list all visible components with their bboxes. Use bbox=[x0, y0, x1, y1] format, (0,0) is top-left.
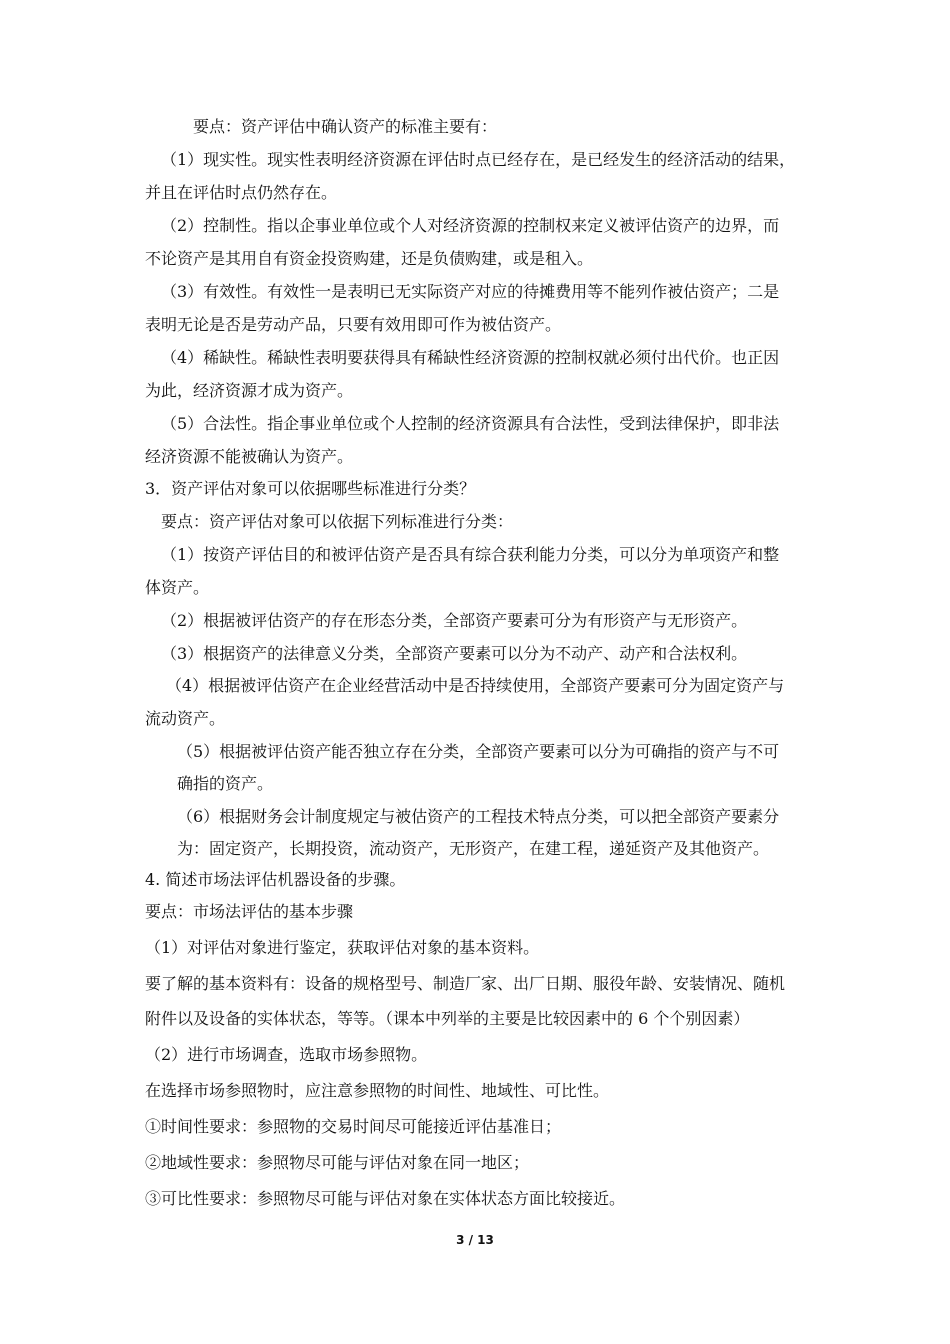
text-line: （2）进行市场调查，选取市场参照物。 bbox=[145, 1045, 428, 1064]
text-line: 经济资源不能被确认为资产。 bbox=[145, 447, 354, 466]
text-line: 体资产。 bbox=[145, 578, 210, 597]
text-line: 流动资产。 bbox=[145, 709, 226, 728]
text-line: ②地域性要求：参照物尽可能与评估对象在同一地区； bbox=[145, 1153, 530, 1172]
text-line: （6）根据财务会计制度规定与被估资产的工程技术特点分类，可以把全部资产要素分 bbox=[177, 807, 780, 826]
question-heading: 4. 简述市场法评估机器设备的步骤。 bbox=[145, 870, 406, 889]
text-line: 要了解的基本资料有：设备的规格型号、制造厂家、出厂日期、服役年龄、安装情况、随机 bbox=[145, 974, 786, 993]
text-line: （1）现实性。现实性表明经济资源在评估时点已经存在，是已经发生的经济活动的结果， bbox=[161, 150, 796, 169]
text-line: （2）控制性。指以企事业单位或个人对经济资源的控制权来定义被评估资产的边界，而 bbox=[161, 216, 780, 235]
text-line: 在选择市场参照物时，应注意参照物的时间性、地域性、可比性。 bbox=[145, 1081, 610, 1100]
text-line: （1）对评估对象进行鉴定，获取评估对象的基本资料。 bbox=[145, 938, 540, 957]
text-line: 为：固定资产，长期投资，流动资产，无形资产，在建工程，递延资产及其他资产。 bbox=[177, 839, 770, 858]
text-line: （3）根据资产的法律意义分类，全部资产要素可以分为不动产、动产和合法权利。 bbox=[161, 644, 748, 663]
text-line: 要点：资产评估对象可以依据下列标准进行分类： bbox=[161, 512, 514, 531]
text-line: 要点：资产评估中确认资产的标准主要有： bbox=[193, 117, 498, 136]
text-line: ①时间性要求：参照物的交易时间尽可能接近评估基准日； bbox=[145, 1117, 562, 1136]
text-line: （4）根据被评估资产在企业经营活动中是否持续使用，全部资产要素可分为固定资产与 bbox=[166, 676, 785, 695]
text-line: （2）根据被评估资产的存在形态分类，全部资产要素可分为有形资产与无形资产。 bbox=[161, 611, 748, 630]
text-line: 表明无论是否是劳动产品，只要有效用即可作为被估资产。 bbox=[145, 315, 562, 334]
text-line: 要点：市场法评估的基本步骤 bbox=[145, 902, 354, 921]
text-line: （3）有效性。有效性一是表明已无实际资产对应的待摊费用等不能列作被估资产；二是 bbox=[161, 282, 780, 301]
text-line: （1）按资产评估目的和被评估资产是否具有综合获利能力分类，可以分为单项资产和整 bbox=[161, 545, 780, 564]
text-line: （5）合法性。指企事业单位或个人控制的经济资源具有合法性，受到法律保护，即非法 bbox=[161, 414, 780, 433]
question-heading: 3．资产评估对象可以依据哪些标准进行分类？ bbox=[145, 479, 476, 498]
text-line: 确指的资产。 bbox=[177, 774, 274, 793]
text-line: 附件以及设备的实体状态，等等。（课本中列举的主要是比较因素中的 6 个个别因素） bbox=[145, 1009, 750, 1028]
text-line: 不论资产是其用自有资金投资购建，还是负债购建，或是租入。 bbox=[145, 249, 594, 268]
page-number: 3 / 13 bbox=[456, 1233, 494, 1247]
text-line: 为此，经济资源才成为资产。 bbox=[145, 381, 354, 400]
text-line: （5）根据被评估资产能否独立存在分类，全部资产要素可以分为可确指的资产与不可 bbox=[177, 742, 780, 761]
text-line: ③可比性要求：参照物尽可能与评估对象在实体状态方面比较接近。 bbox=[145, 1189, 626, 1208]
text-line: （4）稀缺性。稀缺性表明要获得具有稀缺性经济资源的控制权就必须付出代价。也正因 bbox=[161, 348, 780, 367]
text-line: 并且在评估时点仍然存在。 bbox=[145, 183, 338, 202]
